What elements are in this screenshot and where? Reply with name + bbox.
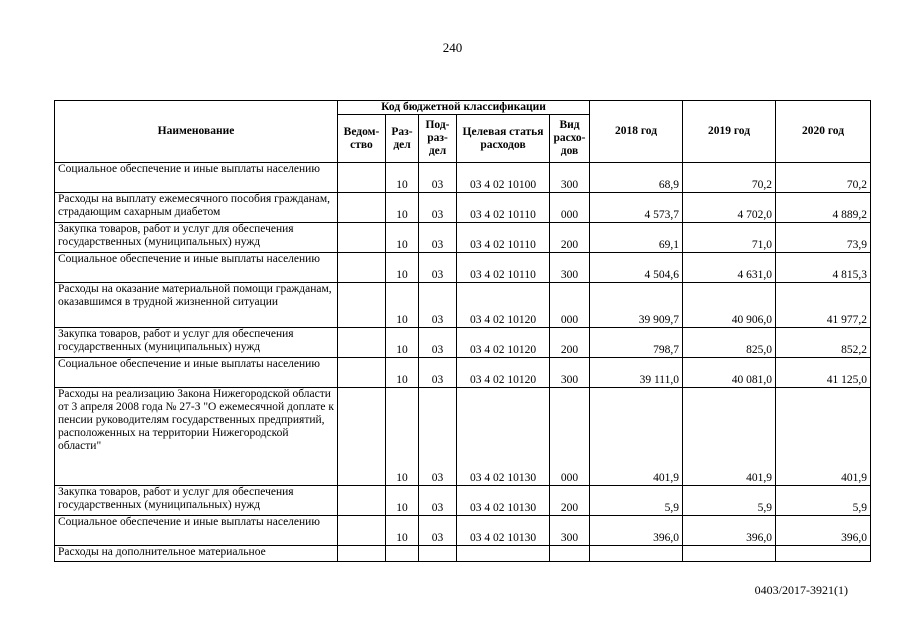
row-amount-2019: 40 081,0 xyxy=(683,358,776,388)
row-section xyxy=(386,546,419,562)
row-name: Расходы на оказание материальной помощи гражданам, оказавшимся в трудной жизненной ситуации xyxy=(55,283,338,328)
row-department xyxy=(338,546,386,562)
row-department xyxy=(338,163,386,193)
row-amount-2018: 4 573,7 xyxy=(590,193,683,223)
row-amount-2018: 39 909,7 xyxy=(590,283,683,328)
header-2019: 2019 год xyxy=(683,101,776,163)
row-target-article: 03 4 02 10130 xyxy=(457,516,550,546)
row-name: Закупка товаров, работ и услуг для обеспечения государственных (муниципальных) нужд xyxy=(55,486,338,516)
row-subsection: 03 xyxy=(419,163,457,193)
row-expense-kind: 200 xyxy=(550,328,590,358)
row-amount-2020: 70,2 xyxy=(776,163,871,193)
table-row xyxy=(55,358,871,388)
row-name: Социальное обеспечение и иные выплаты населению xyxy=(55,163,338,193)
header-section: Раз-дел xyxy=(386,115,419,163)
budget-table xyxy=(54,100,871,562)
row-amount-2020: 401,9 xyxy=(776,388,871,486)
header-department: Ведом-ство xyxy=(338,115,386,163)
row-section: 10 xyxy=(386,253,419,283)
row-subsection: 03 xyxy=(419,253,457,283)
row-subsection: 03 xyxy=(419,388,457,486)
row-amount-2020: 4 889,2 xyxy=(776,193,871,223)
row-expense-kind: 300 xyxy=(550,253,590,283)
row-amount-2019: 396,0 xyxy=(683,516,776,546)
row-amount-2020: 41 125,0 xyxy=(776,358,871,388)
row-amount-2019: 70,2 xyxy=(683,163,776,193)
row-target-article: 03 4 02 10110 xyxy=(457,193,550,223)
row-expense-kind: 300 xyxy=(550,163,590,193)
row-subsection: 03 xyxy=(419,358,457,388)
row-amount-2020: 73,9 xyxy=(776,223,871,253)
row-amount-2019: 825,0 xyxy=(683,328,776,358)
row-amount-2018: 798,7 xyxy=(590,328,683,358)
header-name: Наименование xyxy=(55,101,338,163)
row-amount-2019: 4 702,0 xyxy=(683,193,776,223)
row-amount-2018 xyxy=(590,546,683,562)
row-section: 10 xyxy=(386,358,419,388)
row-expense-kind xyxy=(550,546,590,562)
header-2020: 2020 год xyxy=(776,101,871,163)
table-row xyxy=(55,253,871,283)
row-section: 10 xyxy=(386,193,419,223)
table-header xyxy=(55,101,871,163)
row-amount-2020: 852,2 xyxy=(776,328,871,358)
row-section: 10 xyxy=(386,328,419,358)
header-subsection: Под-раз-дел xyxy=(419,115,457,163)
row-target-article: 03 4 02 10120 xyxy=(457,283,550,328)
row-amount-2018: 396,0 xyxy=(590,516,683,546)
row-name: Социальное обеспечение и иные выплаты населению xyxy=(55,253,338,283)
row-target-article xyxy=(457,546,550,562)
row-amount-2019: 4 631,0 xyxy=(683,253,776,283)
row-department xyxy=(338,486,386,516)
table-row xyxy=(55,223,871,253)
row-amount-2018: 39 111,0 xyxy=(590,358,683,388)
row-subsection: 03 xyxy=(419,283,457,328)
row-amount-2020: 4 815,3 xyxy=(776,253,871,283)
row-subsection: 03 xyxy=(419,193,457,223)
row-name: Расходы на выплату ежемесячного пособия гражданам, страдающим сахарным диабетом xyxy=(55,193,338,223)
row-subsection: 03 xyxy=(419,486,457,516)
row-name: Расходы на дополнительное материальное xyxy=(55,546,338,562)
table-row xyxy=(55,486,871,516)
row-department xyxy=(338,193,386,223)
row-subsection xyxy=(419,546,457,562)
row-section: 10 xyxy=(386,223,419,253)
row-amount-2020: 396,0 xyxy=(776,516,871,546)
table-row xyxy=(55,328,871,358)
document-code: 0403/2017-3921(1) xyxy=(754,583,848,597)
table-row xyxy=(55,193,871,223)
row-expense-kind: 300 xyxy=(550,358,590,388)
row-target-article: 03 4 02 10130 xyxy=(457,486,550,516)
table-row xyxy=(55,163,871,193)
row-amount-2018: 68,9 xyxy=(590,163,683,193)
row-amount-2019: 401,9 xyxy=(683,388,776,486)
row-amount-2018: 5,9 xyxy=(590,486,683,516)
row-department xyxy=(338,253,386,283)
row-expense-kind: 200 xyxy=(550,486,590,516)
row-department xyxy=(338,223,386,253)
row-amount-2020: 41 977,2 xyxy=(776,283,871,328)
table-row xyxy=(55,516,871,546)
row-amount-2019: 71,0 xyxy=(683,223,776,253)
table-body xyxy=(55,163,871,562)
row-name: Социальное обеспечение и иные выплаты населению xyxy=(55,358,338,388)
row-amount-2020 xyxy=(776,546,871,562)
row-department xyxy=(338,283,386,328)
row-section: 10 xyxy=(386,388,419,486)
table-row xyxy=(55,388,871,486)
row-expense-kind: 200 xyxy=(550,223,590,253)
table-row xyxy=(55,283,871,328)
row-amount-2020: 5,9 xyxy=(776,486,871,516)
row-name: Закупка товаров, работ и услуг для обеспечения государственных (муниципальных) нужд xyxy=(55,328,338,358)
header-classification-code: Код бюджетной классификации xyxy=(338,101,590,115)
row-name: Социальное обеспечение и иные выплаты населению xyxy=(55,516,338,546)
row-department xyxy=(338,358,386,388)
row-amount-2019 xyxy=(683,546,776,562)
row-target-article: 03 4 02 10110 xyxy=(457,223,550,253)
row-amount-2019: 40 906,0 xyxy=(683,283,776,328)
row-section: 10 xyxy=(386,516,419,546)
row-amount-2019: 5,9 xyxy=(683,486,776,516)
row-name: Закупка товаров, работ и услуг для обеспечения государственных (муниципальных) нужд xyxy=(55,223,338,253)
header-target-article: Целевая статья расходов xyxy=(457,115,550,163)
row-section: 10 xyxy=(386,283,419,328)
row-target-article: 03 4 02 10120 xyxy=(457,328,550,358)
row-target-article: 03 4 02 10110 xyxy=(457,253,550,283)
row-target-article: 03 4 02 10130 xyxy=(457,388,550,486)
row-amount-2018: 69,1 xyxy=(590,223,683,253)
row-expense-kind: 300 xyxy=(550,516,590,546)
table-row xyxy=(55,546,871,562)
row-section: 10 xyxy=(386,486,419,516)
row-department xyxy=(338,328,386,358)
page-number: 240 xyxy=(442,40,463,55)
row-target-article: 03 4 02 10120 xyxy=(457,358,550,388)
row-department xyxy=(338,516,386,546)
row-target-article: 03 4 02 10100 xyxy=(457,163,550,193)
row-name: Расходы на реализацию Закона Нижегородской области от 3 апреля 2008 года № 27-З "О ежемесячной доплате к пенсии руководителям государственных предприятий, расположенных на территории Нижегородской области" xyxy=(55,388,338,486)
row-amount-2018: 401,9 xyxy=(590,388,683,486)
row-subsection: 03 xyxy=(419,516,457,546)
header-expense-kind: Вид расхо-дов xyxy=(550,115,590,163)
row-subsection: 03 xyxy=(419,328,457,358)
row-expense-kind: 000 xyxy=(550,283,590,328)
row-expense-kind: 000 xyxy=(550,388,590,486)
header-2018: 2018 год xyxy=(590,101,683,163)
row-section: 10 xyxy=(386,163,419,193)
row-expense-kind: 000 xyxy=(550,193,590,223)
row-department xyxy=(338,388,386,486)
row-amount-2018: 4 504,6 xyxy=(590,253,683,283)
row-subsection: 03 xyxy=(419,223,457,253)
